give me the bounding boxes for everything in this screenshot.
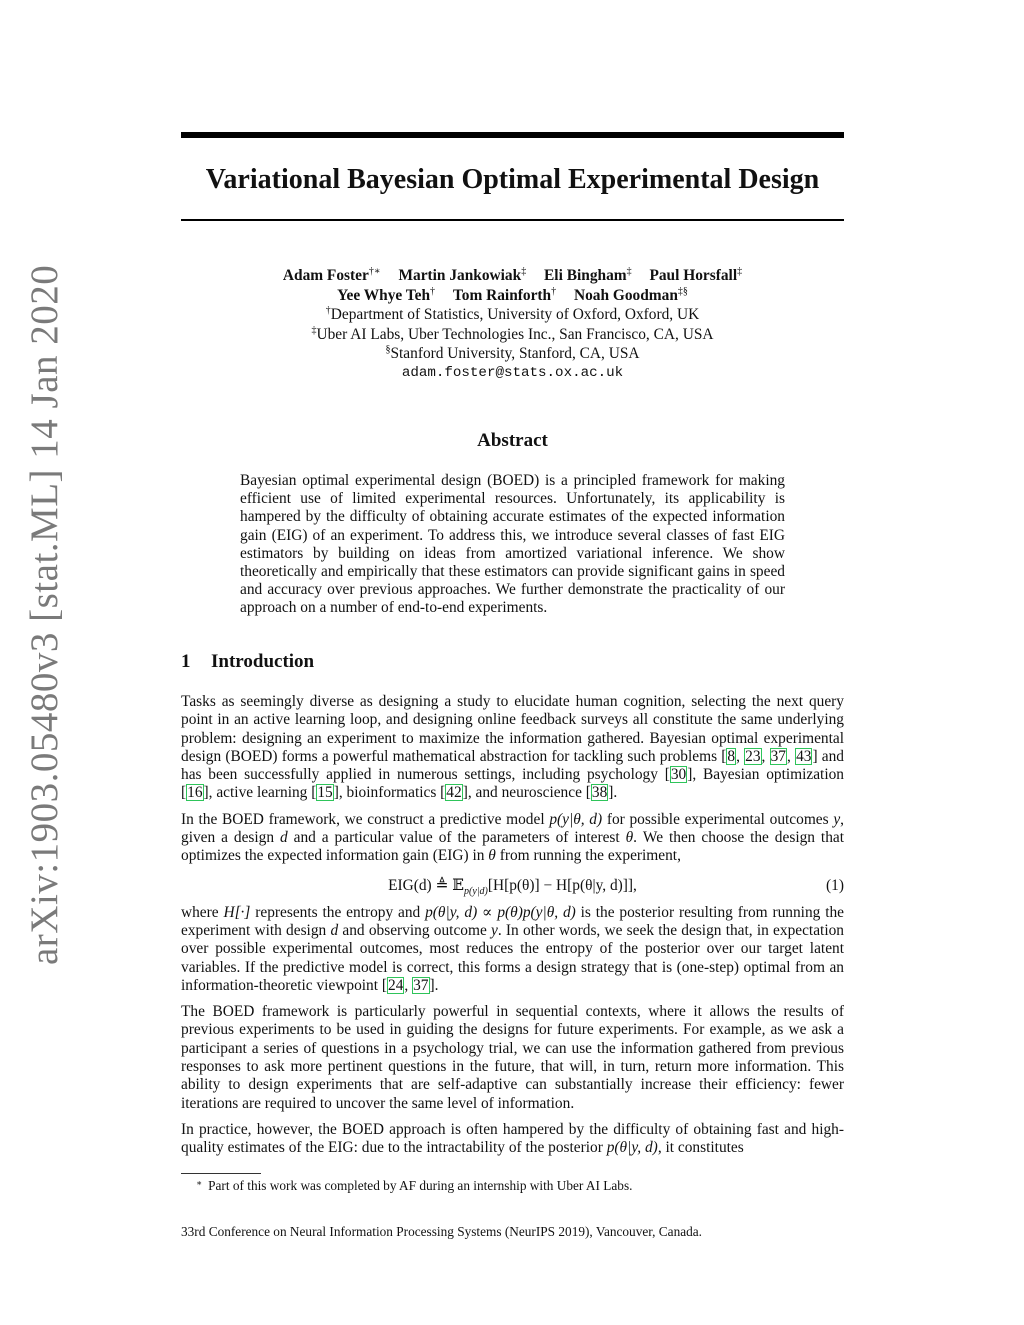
author-marks: ‡ [521,266,527,277]
conference-note: 33rd Conference on Neural Information Processing Systems (NeurIPS 2019), Vancouver, Canada. [181,1224,702,1239]
text-run: In practice, however, the BOED approach is often hampered by the difficulty of obtaining fast and high-quality estimates of the EIG: due to the intractability of the posterior [181,1120,844,1157]
title-top-rule [181,132,844,138]
math-inline: H[·] [223,903,251,921]
affiliation-text: Department of Statistics, University of Oxford, Oxford, UK [330,306,700,323]
author-name: Yee Whye Teh [337,286,431,304]
citation-link[interactable]: 37 [770,747,786,765]
author-name: Noah Goodman [573,286,678,304]
text-run: , it constitutes [657,1139,744,1157]
citation-link[interactable]: 16 [187,784,203,802]
author-marks: † [430,285,436,297]
citation-link[interactable]: 37 [413,976,429,994]
text-run: ], bioinformatics [ [333,784,446,802]
citation-link[interactable]: 15 [317,784,333,802]
text-run: for possible experimental outcomes [602,810,834,828]
author-name: Martin Jankowiak [398,267,522,284]
math-inline: d [330,921,339,939]
arxiv-stamp [22,264,66,970]
text-run: and observing outcome [338,921,491,939]
arxiv-stamp-text: arXiv:1903.05480v3 [stat.ML] 14 Jan 2020 [23,264,66,965]
text-run: ]. [429,976,439,994]
affiliation [181,325,844,345]
math-inline: p(θ|y, d) [606,1139,658,1157]
text-run: ], Bayesian optimization [ [181,766,844,802]
paragraph [181,811,844,866]
text-run: ] and has been successfully applied in numerous settings, including psychology [ [181,747,845,784]
author-marks: ‡ [626,266,632,277]
paragraph [181,1121,844,1158]
equation-rhs: [H[p(θ)] − H[p(θ|y, d)]], [487,876,637,894]
affiliation-mark: ‡ [311,324,317,336]
author-marks: †∗ [368,266,381,277]
affiliation-mark: † [325,305,331,316]
section-title: Introduction [211,651,315,672]
text-run: ], and neuroscience [ [462,784,591,802]
paper-title: Variational Bayesian Optimal Experimental Design [205,164,820,195]
citation-link[interactable]: 24 [388,976,404,994]
paragraph: The BOED framework is particularly powerful in sequential contexts, where it allows the results of previous experiments to be used in guiding the designs for future experiments. For example, as we ask a participant a series of questions in a psychology trial, we can use the information gathered from previous responses to ask more pertinent questions in the future, that will, in turn, return more information. This ability to design experiments that are self-adaptive can substantially increase their efficiency: fewer iterations are required to uncover the same level of information. [181,1003,844,1112]
author-block [181,266,844,383]
equation-lhs: EIG(d) ≜ 𝔼 [388,876,465,894]
section-heading [181,651,844,673]
citation-link[interactable]: 38 [591,784,608,802]
text-run: . We then choose the design that optimizes the expected information gain (EIG) in [181,829,845,865]
affiliation-text: Stanford University, Stanford, CA, USA [390,345,640,362]
title-bottom-rule [181,219,844,221]
abstract-heading: Abstract [477,430,548,451]
text-run: where [181,903,224,921]
section-number: 1 [181,651,191,672]
text-run: from running the experiment, [495,847,681,865]
text-run: . In other words, we seek the design that, in expectation over possible experimental outcomes, most reduces the entropy of the posterior over our target latent variables. If the predictive model is correct, this forms a design strategy that is (one-step) optimal from an information-theoretic viewpoint [ [181,921,844,994]
equation-1 [181,874,844,898]
citation-link[interactable]: 43 [796,747,812,765]
author-name: Eli Bingham [544,267,627,284]
author-name: Tom Rainforth [452,286,552,304]
math-inline: y [833,810,841,828]
math-inline: θ [488,847,496,865]
author-marks: ‡ [737,266,743,277]
equation-subscript: p(y|d) [464,885,488,897]
text-run: Tasks as seemingly diverse as designing a study to elucidate human cognition, selecting the next query point in an active learning loop, and designing online feedback surveys all constitute the same underlying problem: designing an experiment to maximize the information gathered. Bayesian optimal experimental design (BOED) forms a powerful mathematical abstraction for tackling such problems [ [181,693,844,765]
author-marks: † [551,285,557,297]
citation-link[interactable]: 30 [670,766,687,784]
author-name: Adam Foster [282,267,369,284]
text-run: ]. [608,784,618,802]
math-inline: p(y|θ, d) [549,810,603,828]
text-run: In the BOED framework, we construct a predictive model [181,810,550,828]
affiliation-mark: § [385,344,391,355]
text-run: and a particular value of the parameters of interest [287,829,626,847]
equation-number: (1) [826,876,844,894]
citation-link[interactable]: 42 [446,784,462,802]
author-line-2 [181,286,844,306]
affiliation-text: Uber AI Labs, Uber Technologies Inc., San Francisco, CA, USA [316,325,714,343]
footnote-text: Part of this work was completed by AF during an internship with Uber AI Labs. [208,1178,633,1193]
paragraph: where H[·] represents the entropy and p(θ|y, d) ∝ p(θ)p(y|θ, d) is the posterior resulting from running the experiment with design d and observing outcome y. In other words, we seek the design that, in expectation over possible experimental outcomes, most reduces the entropy of the posterior over our target latent variables. If the predictive model is correct, this forms a design strategy that is (one-step) optimal from an information-theoretic viewpoint [24, 37]. [181,903,844,994]
citation-link[interactable]: 8 [727,747,736,765]
affiliation [181,305,844,325]
text-run: represents the entropy and [250,903,426,921]
math-inline: y [491,921,498,939]
affiliation [181,344,844,364]
paragraph: Tasks as seemingly diverse as designing a study to elucidate human cognition, selecting the next query point in an active learning loop, and designing online feedback surveys all constitute the same underlying problem: designing an experiment to maximize the information gathered. Bayesian optimal experimental design (BOED) forms a powerful mathematical abstraction for tackling such problems [8, 23, 37, 43] and has been successfully applied in numerous settings, including psychology [30], Bayesian optimization [16], active learning [15], bioinformatics [42], and neuroscience [38]. [181,693,845,802]
math-inline: p(θ|y, d) ∝ p(θ)p(y|θ, d) [425,903,576,921]
footnote-mark: ∗ [196,1178,203,1188]
author-marks: ‡§ [677,285,688,297]
footnote [196,1178,836,1194]
math-inline: θ [625,829,634,847]
text-run: , given a design [181,810,845,847]
text-run: ], active learning [ [203,784,317,802]
introduction-body [181,693,844,1166]
abstract-text: Bayesian optimal experimental design (BOED) is a principled framework for making efficient use of limited experimental resources. Unfortunately, its applicability is hampered by the difficulty of obtaining accurate estimates of the expected information gain (EIG) of an experiment. To address this, we introduce several classes of fast EIG estimators by building on ideas from amortized variational inference. We show theoretically and empirically that these estimators can provide significant gains in speed and accuracy over previous approaches. We further demonstrate the practicality of our approach on a number of end-to-end experiments. [240,472,785,617]
math-inline: d [280,829,288,847]
text-run: is the posterior resulting from running the experiment with design [181,903,844,939]
author-name: Paul Horsfall [649,267,738,284]
equation-expression [181,874,844,904]
author-email[interactable]: adam.foster@stats.ox.ac.uk [401,364,624,381]
footnote-rule [181,1173,261,1174]
citation-link[interactable]: 23 [745,747,761,765]
author-line-1 [181,266,844,286]
